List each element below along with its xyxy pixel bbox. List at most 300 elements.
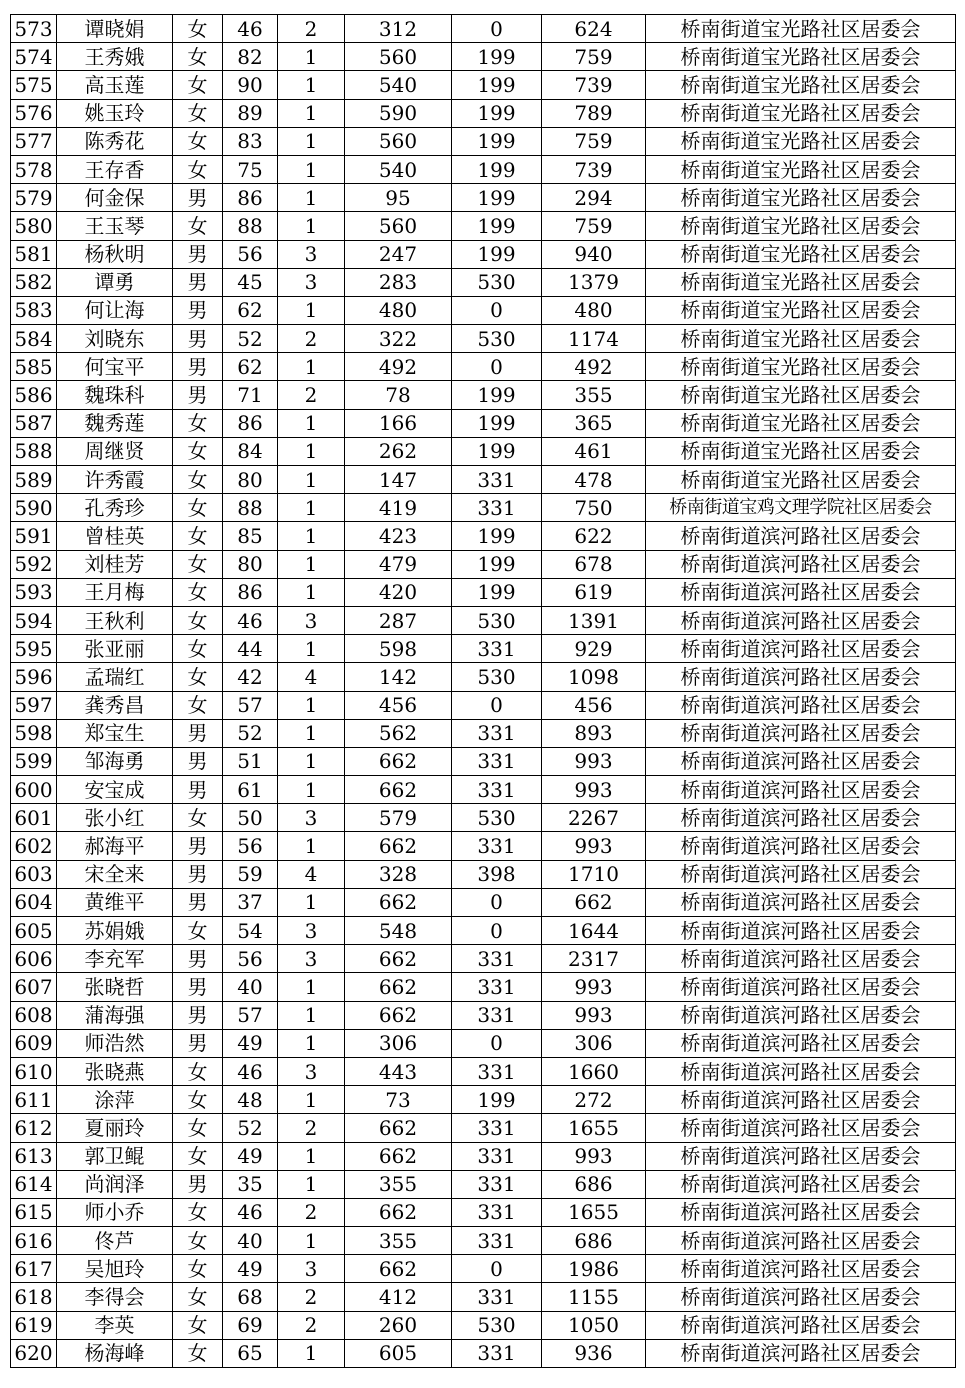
table-row bbox=[11, 127, 956, 155]
cell-age: 80 bbox=[223, 550, 278, 578]
cell-amount-a: 73 bbox=[345, 1086, 452, 1114]
cell-amount-b: 331 bbox=[452, 719, 542, 747]
cell-household-count: 4 bbox=[278, 663, 345, 691]
cell-age: 88 bbox=[223, 212, 278, 240]
cell-total-amount: 624 bbox=[542, 15, 646, 43]
cell-amount-a: 492 bbox=[345, 353, 452, 381]
cell-row-number: 608 bbox=[11, 1001, 57, 1029]
cell-person-name: 周继贤 bbox=[57, 437, 173, 465]
cell-total-amount: 272 bbox=[542, 1086, 646, 1114]
cell-person-name: 许秀霞 bbox=[57, 466, 173, 494]
cell-row-number: 590 bbox=[11, 494, 57, 522]
cell-household-count: 1 bbox=[278, 1001, 345, 1029]
cell-row-number: 614 bbox=[11, 1170, 57, 1198]
cell-age: 57 bbox=[223, 1001, 278, 1029]
cell-amount-b: 331 bbox=[452, 747, 542, 775]
cell-household-count: 1 bbox=[278, 353, 345, 381]
cell-community-name: 桥南街道滨河路社区居委会 bbox=[646, 1339, 956, 1367]
cell-total-amount: 1391 bbox=[542, 606, 646, 634]
cell-age: 83 bbox=[223, 127, 278, 155]
table-row bbox=[11, 99, 956, 127]
cell-amount-b: 199 bbox=[452, 71, 542, 99]
cell-total-amount: 993 bbox=[542, 832, 646, 860]
cell-amount-a: 540 bbox=[345, 155, 452, 183]
table-row bbox=[11, 1339, 956, 1367]
cell-community-name: 桥南街道滨河路社区居委会 bbox=[646, 1029, 956, 1057]
cell-amount-b: 0 bbox=[452, 353, 542, 381]
cell-person-name: 李英 bbox=[57, 1311, 173, 1339]
cell-gender: 女 bbox=[173, 606, 223, 634]
cell-row-number: 586 bbox=[11, 381, 57, 409]
cell-amount-a: 355 bbox=[345, 1227, 452, 1255]
cell-row-number: 610 bbox=[11, 1057, 57, 1085]
cell-gender: 女 bbox=[173, 212, 223, 240]
cell-household-count: 1 bbox=[278, 437, 345, 465]
cell-age: 61 bbox=[223, 776, 278, 804]
cell-person-name: 佟芦 bbox=[57, 1227, 173, 1255]
cell-gender: 女 bbox=[173, 691, 223, 719]
cell-amount-b: 331 bbox=[452, 1227, 542, 1255]
cell-amount-a: 480 bbox=[345, 296, 452, 324]
cell-age: 62 bbox=[223, 296, 278, 324]
cell-row-number: 581 bbox=[11, 240, 57, 268]
cell-amount-a: 283 bbox=[345, 268, 452, 296]
cell-person-name: 夏丽玲 bbox=[57, 1114, 173, 1142]
cell-gender: 女 bbox=[173, 1114, 223, 1142]
cell-amount-b: 0 bbox=[452, 691, 542, 719]
cell-household-count: 1 bbox=[278, 973, 345, 1001]
cell-amount-b: 331 bbox=[452, 1198, 542, 1226]
cell-row-number: 603 bbox=[11, 860, 57, 888]
cell-person-name: 蒲海强 bbox=[57, 1001, 173, 1029]
cell-amount-b: 331 bbox=[452, 1001, 542, 1029]
cell-age: 35 bbox=[223, 1170, 278, 1198]
cell-person-name: 刘晓东 bbox=[57, 325, 173, 353]
cell-amount-a: 262 bbox=[345, 437, 452, 465]
cell-total-amount: 461 bbox=[542, 437, 646, 465]
cell-gender: 女 bbox=[173, 635, 223, 663]
cell-person-name: 邹海勇 bbox=[57, 747, 173, 775]
cell-person-name: 张晓燕 bbox=[57, 1057, 173, 1085]
cell-age: 75 bbox=[223, 155, 278, 183]
table-row bbox=[11, 888, 956, 916]
cell-amount-b: 0 bbox=[452, 1255, 542, 1283]
table-row bbox=[11, 325, 956, 353]
cell-amount-a: 142 bbox=[345, 663, 452, 691]
cell-community-name: 桥南街道宝光路社区居委会 bbox=[646, 240, 956, 268]
cell-gender: 女 bbox=[173, 1198, 223, 1226]
table-row bbox=[11, 578, 956, 606]
cell-age: 49 bbox=[223, 1142, 278, 1170]
table-row bbox=[11, 973, 956, 1001]
cell-row-number: 607 bbox=[11, 973, 57, 1001]
cell-community-name: 桥南街道滨河路社区居委会 bbox=[646, 606, 956, 634]
cell-amount-b: 199 bbox=[452, 212, 542, 240]
cell-amount-b: 530 bbox=[452, 268, 542, 296]
cell-amount-b: 331 bbox=[452, 1057, 542, 1085]
cell-amount-b: 530 bbox=[452, 606, 542, 634]
cell-total-amount: 2317 bbox=[542, 945, 646, 973]
cell-gender: 男 bbox=[173, 240, 223, 268]
cell-amount-b: 331 bbox=[452, 1339, 542, 1367]
cell-total-amount: 306 bbox=[542, 1029, 646, 1057]
cell-amount-b: 199 bbox=[452, 43, 542, 71]
cell-community-name: 桥南街道宝光路社区居委会 bbox=[646, 184, 956, 212]
table-row bbox=[11, 71, 956, 99]
cell-person-name: 吴旭玲 bbox=[57, 1255, 173, 1283]
cell-age: 84 bbox=[223, 437, 278, 465]
cell-household-count: 3 bbox=[278, 606, 345, 634]
table-row bbox=[11, 240, 956, 268]
cell-row-number: 591 bbox=[11, 522, 57, 550]
cell-community-name: 桥南街道滨河路社区居委会 bbox=[646, 776, 956, 804]
cell-person-name: 姚玉玲 bbox=[57, 99, 173, 127]
cell-amount-a: 95 bbox=[345, 184, 452, 212]
cell-total-amount: 678 bbox=[542, 550, 646, 578]
cell-gender: 女 bbox=[173, 15, 223, 43]
cell-row-number: 579 bbox=[11, 184, 57, 212]
cell-household-count: 1 bbox=[278, 1339, 345, 1367]
table-row bbox=[11, 296, 956, 324]
cell-person-name: 李得会 bbox=[57, 1283, 173, 1311]
cell-person-name: 宋全来 bbox=[57, 860, 173, 888]
cell-household-count: 1 bbox=[278, 888, 345, 916]
cell-amount-b: 0 bbox=[452, 888, 542, 916]
cell-amount-b: 331 bbox=[452, 635, 542, 663]
cell-household-count: 1 bbox=[278, 522, 345, 550]
table-row bbox=[11, 663, 956, 691]
cell-gender: 女 bbox=[173, 1283, 223, 1311]
table-row bbox=[11, 1029, 956, 1057]
cell-age: 46 bbox=[223, 1057, 278, 1085]
cell-amount-a: 605 bbox=[345, 1339, 452, 1367]
cell-age: 46 bbox=[223, 1198, 278, 1226]
cell-household-count: 2 bbox=[278, 325, 345, 353]
cell-total-amount: 936 bbox=[542, 1339, 646, 1367]
cell-amount-b: 199 bbox=[452, 381, 542, 409]
cell-amount-a: 662 bbox=[345, 747, 452, 775]
table-row bbox=[11, 522, 956, 550]
cell-age: 56 bbox=[223, 240, 278, 268]
cell-row-number: 598 bbox=[11, 719, 57, 747]
cell-total-amount: 750 bbox=[542, 494, 646, 522]
cell-community-name: 桥南街道宝光路社区居委会 bbox=[646, 155, 956, 183]
cell-total-amount: 993 bbox=[542, 1001, 646, 1029]
cell-household-count: 1 bbox=[278, 296, 345, 324]
cell-row-number: 606 bbox=[11, 945, 57, 973]
cell-amount-a: 78 bbox=[345, 381, 452, 409]
cell-community-name: 桥南街道滨河路社区居委会 bbox=[646, 1142, 956, 1170]
cell-age: 89 bbox=[223, 99, 278, 127]
cell-gender: 女 bbox=[173, 127, 223, 155]
cell-row-number: 587 bbox=[11, 409, 57, 437]
cell-total-amount: 662 bbox=[542, 888, 646, 916]
cell-age: 59 bbox=[223, 860, 278, 888]
cell-person-name: 杨海峰 bbox=[57, 1339, 173, 1367]
cell-household-count: 1 bbox=[278, 719, 345, 747]
cell-community-name: 桥南街道滨河路社区居委会 bbox=[646, 1311, 956, 1339]
cell-gender: 男 bbox=[173, 1001, 223, 1029]
cell-row-number: 597 bbox=[11, 691, 57, 719]
table-row bbox=[11, 409, 956, 437]
cell-total-amount: 759 bbox=[542, 212, 646, 240]
cell-household-count: 3 bbox=[278, 804, 345, 832]
cell-household-count: 1 bbox=[278, 155, 345, 183]
cell-amount-a: 479 bbox=[345, 550, 452, 578]
table-row bbox=[11, 437, 956, 465]
cell-gender: 男 bbox=[173, 325, 223, 353]
cell-community-name: 桥南街道滨河路社区居委会 bbox=[646, 804, 956, 832]
cell-row-number: 580 bbox=[11, 212, 57, 240]
cell-person-name: 刘桂芳 bbox=[57, 550, 173, 578]
cell-community-name: 桥南街道滨河路社区居委会 bbox=[646, 663, 956, 691]
cell-amount-a: 560 bbox=[345, 127, 452, 155]
cell-amount-b: 0 bbox=[452, 296, 542, 324]
cell-total-amount: 492 bbox=[542, 353, 646, 381]
cell-amount-b: 199 bbox=[452, 578, 542, 606]
cell-amount-a: 443 bbox=[345, 1057, 452, 1085]
cell-row-number: 596 bbox=[11, 663, 57, 691]
cell-amount-a: 662 bbox=[345, 973, 452, 1001]
cell-household-count: 3 bbox=[278, 1057, 345, 1085]
cell-row-number: 576 bbox=[11, 99, 57, 127]
table-row bbox=[11, 1170, 956, 1198]
cell-person-name: 师浩然 bbox=[57, 1029, 173, 1057]
cell-person-name: 王存香 bbox=[57, 155, 173, 183]
cell-gender: 男 bbox=[173, 747, 223, 775]
cell-amount-b: 199 bbox=[452, 1086, 542, 1114]
cell-gender: 女 bbox=[173, 1057, 223, 1085]
cell-community-name: 桥南街道滨河路社区居委会 bbox=[646, 1057, 956, 1085]
table-row bbox=[11, 635, 956, 663]
cell-amount-a: 662 bbox=[345, 1001, 452, 1029]
cell-age: 40 bbox=[223, 1227, 278, 1255]
cell-gender: 男 bbox=[173, 973, 223, 1001]
cell-gender: 女 bbox=[173, 71, 223, 99]
cell-amount-a: 355 bbox=[345, 1170, 452, 1198]
cell-total-amount: 1660 bbox=[542, 1057, 646, 1085]
cell-amount-b: 530 bbox=[452, 325, 542, 353]
cell-community-name: 桥南街道宝光路社区居委会 bbox=[646, 409, 956, 437]
cell-amount-a: 166 bbox=[345, 409, 452, 437]
cell-amount-a: 662 bbox=[345, 945, 452, 973]
cell-total-amount: 480 bbox=[542, 296, 646, 324]
cell-person-name: 郝海平 bbox=[57, 832, 173, 860]
cell-row-number: 615 bbox=[11, 1198, 57, 1226]
cell-age: 45 bbox=[223, 268, 278, 296]
cell-household-count: 2 bbox=[278, 15, 345, 43]
table-row bbox=[11, 381, 956, 409]
cell-community-name: 桥南街道宝光路社区居委会 bbox=[646, 437, 956, 465]
cell-age: 52 bbox=[223, 325, 278, 353]
cell-person-name: 魏珠科 bbox=[57, 381, 173, 409]
cell-household-count: 1 bbox=[278, 1142, 345, 1170]
cell-community-name: 桥南街道滨河路社区居委会 bbox=[646, 1283, 956, 1311]
cell-row-number: 578 bbox=[11, 155, 57, 183]
cell-gender: 男 bbox=[173, 888, 223, 916]
cell-community-name: 桥南街道宝光路社区居委会 bbox=[646, 466, 956, 494]
cell-gender: 女 bbox=[173, 437, 223, 465]
cell-household-count: 3 bbox=[278, 268, 345, 296]
cell-amount-a: 322 bbox=[345, 325, 452, 353]
cell-total-amount: 739 bbox=[542, 155, 646, 183]
cell-community-name: 桥南街道滨河路社区居委会 bbox=[646, 635, 956, 663]
cell-person-name: 高玉莲 bbox=[57, 71, 173, 99]
table-row bbox=[11, 832, 956, 860]
cell-amount-a: 662 bbox=[345, 832, 452, 860]
cell-person-name: 郭卫鲲 bbox=[57, 1142, 173, 1170]
table-row bbox=[11, 550, 956, 578]
cell-amount-a: 147 bbox=[345, 466, 452, 494]
cell-household-count: 1 bbox=[278, 747, 345, 775]
cell-row-number: 602 bbox=[11, 832, 57, 860]
table-row bbox=[11, 43, 956, 71]
cell-row-number: 620 bbox=[11, 1339, 57, 1367]
cell-amount-b: 199 bbox=[452, 155, 542, 183]
cell-gender: 男 bbox=[173, 353, 223, 381]
cell-age: 80 bbox=[223, 466, 278, 494]
cell-community-name: 桥南街道宝光路社区居委会 bbox=[646, 353, 956, 381]
cell-age: 88 bbox=[223, 494, 278, 522]
cell-total-amount: 929 bbox=[542, 635, 646, 663]
cell-person-name: 孟瑞红 bbox=[57, 663, 173, 691]
cell-total-amount: 619 bbox=[542, 578, 646, 606]
cell-age: 56 bbox=[223, 832, 278, 860]
cell-person-name: 张亚丽 bbox=[57, 635, 173, 663]
cell-household-count: 1 bbox=[278, 99, 345, 127]
cell-household-count: 4 bbox=[278, 860, 345, 888]
cell-person-name: 杨秋明 bbox=[57, 240, 173, 268]
cell-age: 57 bbox=[223, 691, 278, 719]
table-row bbox=[11, 1001, 956, 1029]
cell-community-name: 桥南街道滨河路社区居委会 bbox=[646, 832, 956, 860]
cell-row-number: 582 bbox=[11, 268, 57, 296]
cell-amount-a: 420 bbox=[345, 578, 452, 606]
cell-gender: 男 bbox=[173, 1029, 223, 1057]
cell-age: 82 bbox=[223, 43, 278, 71]
cell-age: 56 bbox=[223, 945, 278, 973]
cell-total-amount: 1655 bbox=[542, 1114, 646, 1142]
cell-total-amount: 686 bbox=[542, 1227, 646, 1255]
cell-gender: 女 bbox=[173, 550, 223, 578]
cell-household-count: 1 bbox=[278, 550, 345, 578]
cell-row-number: 584 bbox=[11, 325, 57, 353]
cell-household-count: 1 bbox=[278, 212, 345, 240]
cell-person-name: 李充军 bbox=[57, 945, 173, 973]
cell-community-name: 桥南街道滨河路社区居委会 bbox=[646, 888, 956, 916]
cell-gender: 女 bbox=[173, 578, 223, 606]
cell-row-number: 589 bbox=[11, 466, 57, 494]
cell-total-amount: 1174 bbox=[542, 325, 646, 353]
cell-amount-b: 199 bbox=[452, 240, 542, 268]
cell-total-amount: 1050 bbox=[542, 1311, 646, 1339]
cell-row-number: 592 bbox=[11, 550, 57, 578]
cell-amount-b: 331 bbox=[452, 832, 542, 860]
cell-total-amount: 1655 bbox=[542, 1198, 646, 1226]
cell-person-name: 曾桂英 bbox=[57, 522, 173, 550]
cell-total-amount: 1710 bbox=[542, 860, 646, 888]
cell-total-amount: 993 bbox=[542, 1142, 646, 1170]
cell-gender: 女 bbox=[173, 522, 223, 550]
cell-amount-a: 419 bbox=[345, 494, 452, 522]
cell-household-count: 1 bbox=[278, 494, 345, 522]
cell-amount-a: 662 bbox=[345, 1114, 452, 1142]
cell-person-name: 何金保 bbox=[57, 184, 173, 212]
cell-gender: 女 bbox=[173, 804, 223, 832]
cell-row-number: 593 bbox=[11, 578, 57, 606]
table-row bbox=[11, 212, 956, 240]
cell-total-amount: 456 bbox=[542, 691, 646, 719]
cell-household-count: 1 bbox=[278, 1227, 345, 1255]
cell-age: 50 bbox=[223, 804, 278, 832]
cell-household-count: 1 bbox=[278, 1170, 345, 1198]
cell-age: 37 bbox=[223, 888, 278, 916]
cell-community-name: 桥南街道滨河路社区居委会 bbox=[646, 1227, 956, 1255]
cell-amount-a: 456 bbox=[345, 691, 452, 719]
cell-community-name: 桥南街道滨河路社区居委会 bbox=[646, 860, 956, 888]
cell-row-number: 594 bbox=[11, 606, 57, 634]
cell-amount-b: 530 bbox=[452, 1311, 542, 1339]
cell-household-count: 1 bbox=[278, 184, 345, 212]
cell-row-number: 617 bbox=[11, 1255, 57, 1283]
cell-amount-b: 331 bbox=[452, 973, 542, 1001]
cell-age: 52 bbox=[223, 719, 278, 747]
cell-gender: 男 bbox=[173, 776, 223, 804]
cell-gender: 女 bbox=[173, 466, 223, 494]
cell-gender: 男 bbox=[173, 945, 223, 973]
cell-age: 69 bbox=[223, 1311, 278, 1339]
cell-household-count: 2 bbox=[278, 381, 345, 409]
table-row bbox=[11, 1255, 956, 1283]
cell-row-number: 573 bbox=[11, 15, 57, 43]
cell-community-name: 桥南街道滨河路社区居委会 bbox=[646, 578, 956, 606]
cell-row-number: 616 bbox=[11, 1227, 57, 1255]
table-row bbox=[11, 1086, 956, 1114]
cell-gender: 男 bbox=[173, 184, 223, 212]
cell-row-number: 575 bbox=[11, 71, 57, 99]
cell-total-amount: 2267 bbox=[542, 804, 646, 832]
cell-gender: 女 bbox=[173, 1339, 223, 1367]
cell-row-number: 574 bbox=[11, 43, 57, 71]
cell-amount-a: 306 bbox=[345, 1029, 452, 1057]
cell-amount-a: 247 bbox=[345, 240, 452, 268]
cell-household-count: 1 bbox=[278, 409, 345, 437]
cell-row-number: 613 bbox=[11, 1142, 57, 1170]
cell-community-name: 桥南街道宝光路社区居委会 bbox=[646, 381, 956, 409]
cell-row-number: 619 bbox=[11, 1311, 57, 1339]
cell-person-name: 师小乔 bbox=[57, 1198, 173, 1226]
cell-age: 71 bbox=[223, 381, 278, 409]
table-row bbox=[11, 466, 956, 494]
cell-gender: 女 bbox=[173, 43, 223, 71]
cell-row-number: 601 bbox=[11, 804, 57, 832]
cell-person-name: 王秀娥 bbox=[57, 43, 173, 71]
cell-person-name: 谭晓娟 bbox=[57, 15, 173, 43]
cell-person-name: 尚润泽 bbox=[57, 1170, 173, 1198]
cell-amount-a: 312 bbox=[345, 15, 452, 43]
cell-age: 54 bbox=[223, 917, 278, 945]
table-row bbox=[11, 691, 956, 719]
cell-amount-b: 0 bbox=[452, 917, 542, 945]
cell-total-amount: 686 bbox=[542, 1170, 646, 1198]
cell-community-name: 桥南街道滨河路社区居委会 bbox=[646, 917, 956, 945]
cell-amount-a: 662 bbox=[345, 888, 452, 916]
cell-amount-b: 331 bbox=[452, 466, 542, 494]
table-row bbox=[11, 860, 956, 888]
cell-gender: 女 bbox=[173, 1227, 223, 1255]
table-row bbox=[11, 1142, 956, 1170]
cell-community-name: 桥南街道滨河路社区居委会 bbox=[646, 973, 956, 1001]
